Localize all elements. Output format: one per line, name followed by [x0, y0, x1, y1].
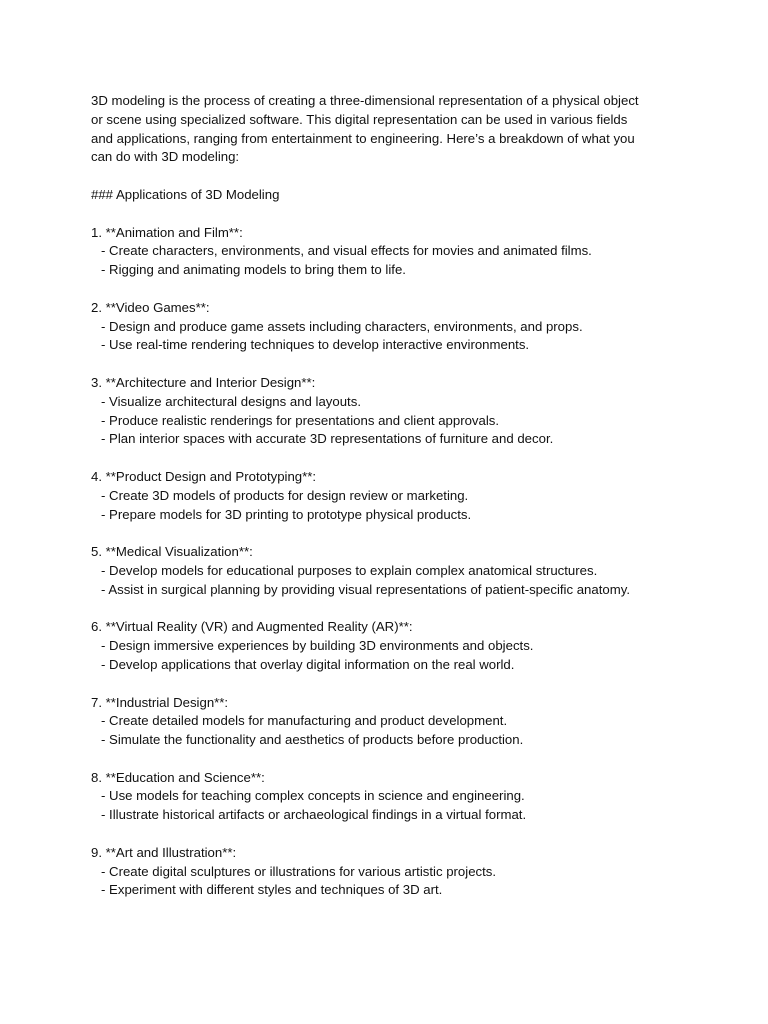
application-section [91, 694, 711, 750]
intro-line: or scene using specialized software. This digital representation can be used in various fields [91, 111, 628, 127]
section-title: 5. **Medical Visualization**: [91, 544, 253, 560]
application-section [91, 468, 711, 524]
section-heading: ### Applications of 3D Modeling [91, 186, 280, 202]
spacer [91, 675, 711, 694]
application-section [91, 769, 711, 825]
spacer [91, 449, 711, 468]
bullet-point: - Use real-time rendering techniques to develop interactive environments. [101, 337, 530, 353]
section-title: 9. **Art and Illustration**: [91, 844, 237, 860]
section-title: 4. **Product Design and Prototyping**: [91, 468, 317, 484]
bullet-point: - Design and produce game assets including characters, environments, and props. [101, 318, 583, 334]
section-title: 6. **Virtual Reality (VR) and Augmented Reality (AR)**: [91, 619, 413, 635]
bullet-point: - Develop applications that overlay digital information on the real world. [101, 656, 515, 672]
spacer [91, 750, 711, 769]
application-section [91, 844, 711, 900]
application-section [91, 543, 711, 599]
intro-line: 3D modeling is the process of creating a three-dimensional representation of a physical object [91, 93, 639, 108]
bullet-point: - Create characters, environments, and visual effects for movies and animated films. [101, 243, 592, 259]
application-section [91, 299, 711, 355]
application-section [91, 224, 711, 280]
spacer [91, 355, 711, 374]
section-title: 2. **Video Games**: [91, 299, 210, 315]
intro-paragraph [91, 92, 711, 167]
bullet-point: - Simulate the functionality and aesthetics of products before production. [101, 732, 524, 748]
document-body [91, 92, 711, 900]
spacer [91, 280, 711, 299]
intro-line: can do with 3D modeling: [91, 149, 240, 165]
bullet-point: - Create detailed models for manufacturing and product development. [101, 713, 508, 729]
bullet-point: - Visualize architectural designs and layouts. [101, 393, 361, 409]
section-title: 3. **Architecture and Interior Design**: [91, 374, 316, 390]
spacer [91, 825, 711, 844]
bullet-point: - Use models for teaching complex concepts in science and engineering. [101, 788, 525, 804]
spacer [91, 205, 711, 224]
intro-line: and applications, ranging from entertainment to engineering. Here’s a breakdown of what you [91, 130, 635, 146]
bullet-point: - Rigging and animating models to bring them to life. [101, 262, 406, 278]
bullet-point: - Assist in surgical planning by providing visual representations of patient-specific anatomy. [101, 581, 630, 597]
spacer [91, 600, 711, 619]
application-section [91, 618, 711, 674]
bullet-point: - Create 3D models of products for design review or marketing. [101, 487, 469, 503]
section-title: 1. **Animation and Film**: [91, 224, 243, 240]
bullet-point: - Develop models for educational purposes to explain complex anatomical structures. [101, 562, 598, 578]
bullet-point: - Experiment with different styles and techniques of 3D art. [101, 882, 443, 898]
bullet-point: - Create digital sculptures or illustrations for various artistic projects. [101, 863, 497, 879]
section-title: 7. **Industrial Design**: [91, 694, 229, 710]
section-title: 8. **Education and Science**: [91, 769, 265, 785]
bullet-point: - Illustrate historical artifacts or archaeological findings in a virtual format. [101, 807, 527, 823]
bullet-point: - Produce realistic renderings for presentations and client approvals. [101, 412, 500, 428]
bullet-point: - Plan interior spaces with accurate 3D representations of furniture and decor. [101, 431, 554, 447]
bullet-point: - Design immersive experiences by building 3D environments and objects. [101, 638, 534, 654]
spacer [91, 524, 711, 543]
bullet-point: - Prepare models for 3D printing to prototype physical products. [101, 506, 472, 522]
application-section [91, 374, 711, 449]
spacer [91, 167, 711, 186]
